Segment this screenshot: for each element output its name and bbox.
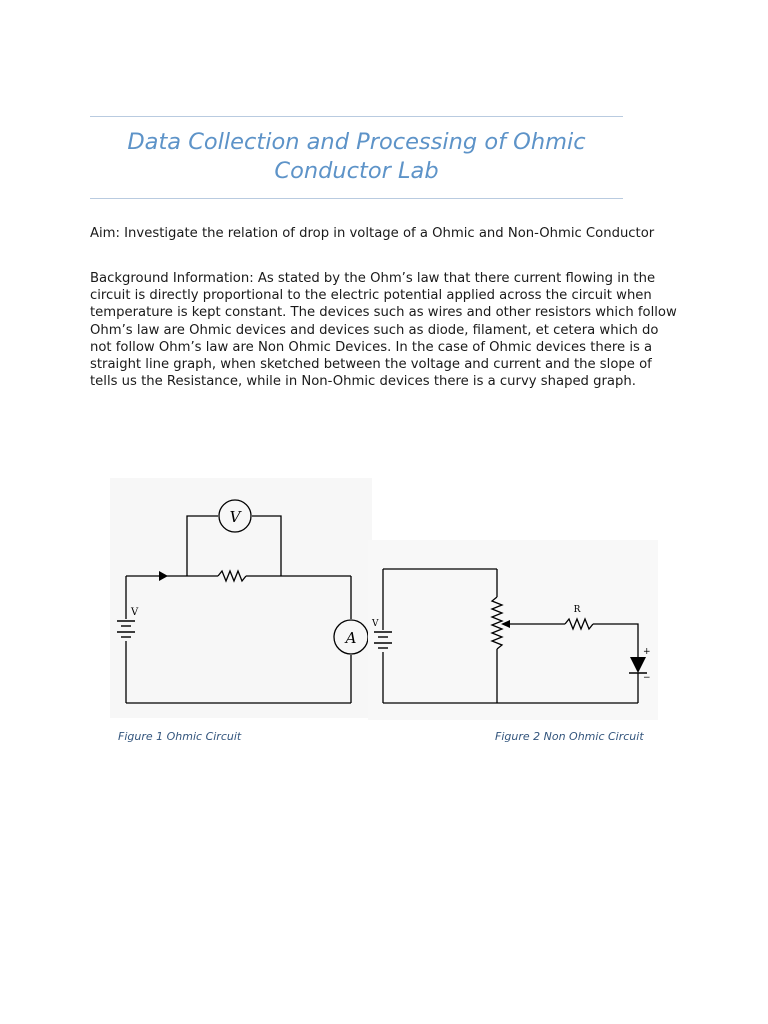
battery-label: V [372,619,379,629]
figure-1-caption: Figure 1 Ohmic Circuit [118,730,242,743]
document-title: Data Collection and Processing of Ohmic Conductor Lab [127,129,586,184]
battery-label: V [131,607,139,618]
resistor-label: R [573,605,581,615]
diode-plus-label: + [643,647,651,657]
figure-2-caption: Figure 2 Non Ohmic Circuit [495,730,644,743]
bottom-rule [90,198,623,199]
ammeter-label: A [345,629,357,647]
aim-paragraph: Aim: Investigate the relation of drop in voltage of a Ohmic and Non-Ohmic Conductor [90,226,655,241]
background-paragraph: Background Information: As stated by the Ohm’s law that there current flowing in the circuit is directly proportional to the electric potential applied across the circuit when temperature is kept constant. The devices such as wires and other resistors which follow Ohm’s law are Ohmic devices and devices such as diode, filament, et cetera which do not follow Ohm’s law are Non Ohmic Devices. In the case of Ohmic devices there is a straight line graph, when sketched between the voltage and current and the slope of tells us the Resistance, while in Non-Ohmic devices there is a curvy shaped graph. [90,271,677,390]
non-ohmic-circuit-diagram [368,540,658,720]
ohmic-circuit-diagram [110,478,372,718]
top-rule [90,116,623,117]
voltmeter-label: V [229,508,241,526]
diode-minus-label: − [643,673,651,683]
